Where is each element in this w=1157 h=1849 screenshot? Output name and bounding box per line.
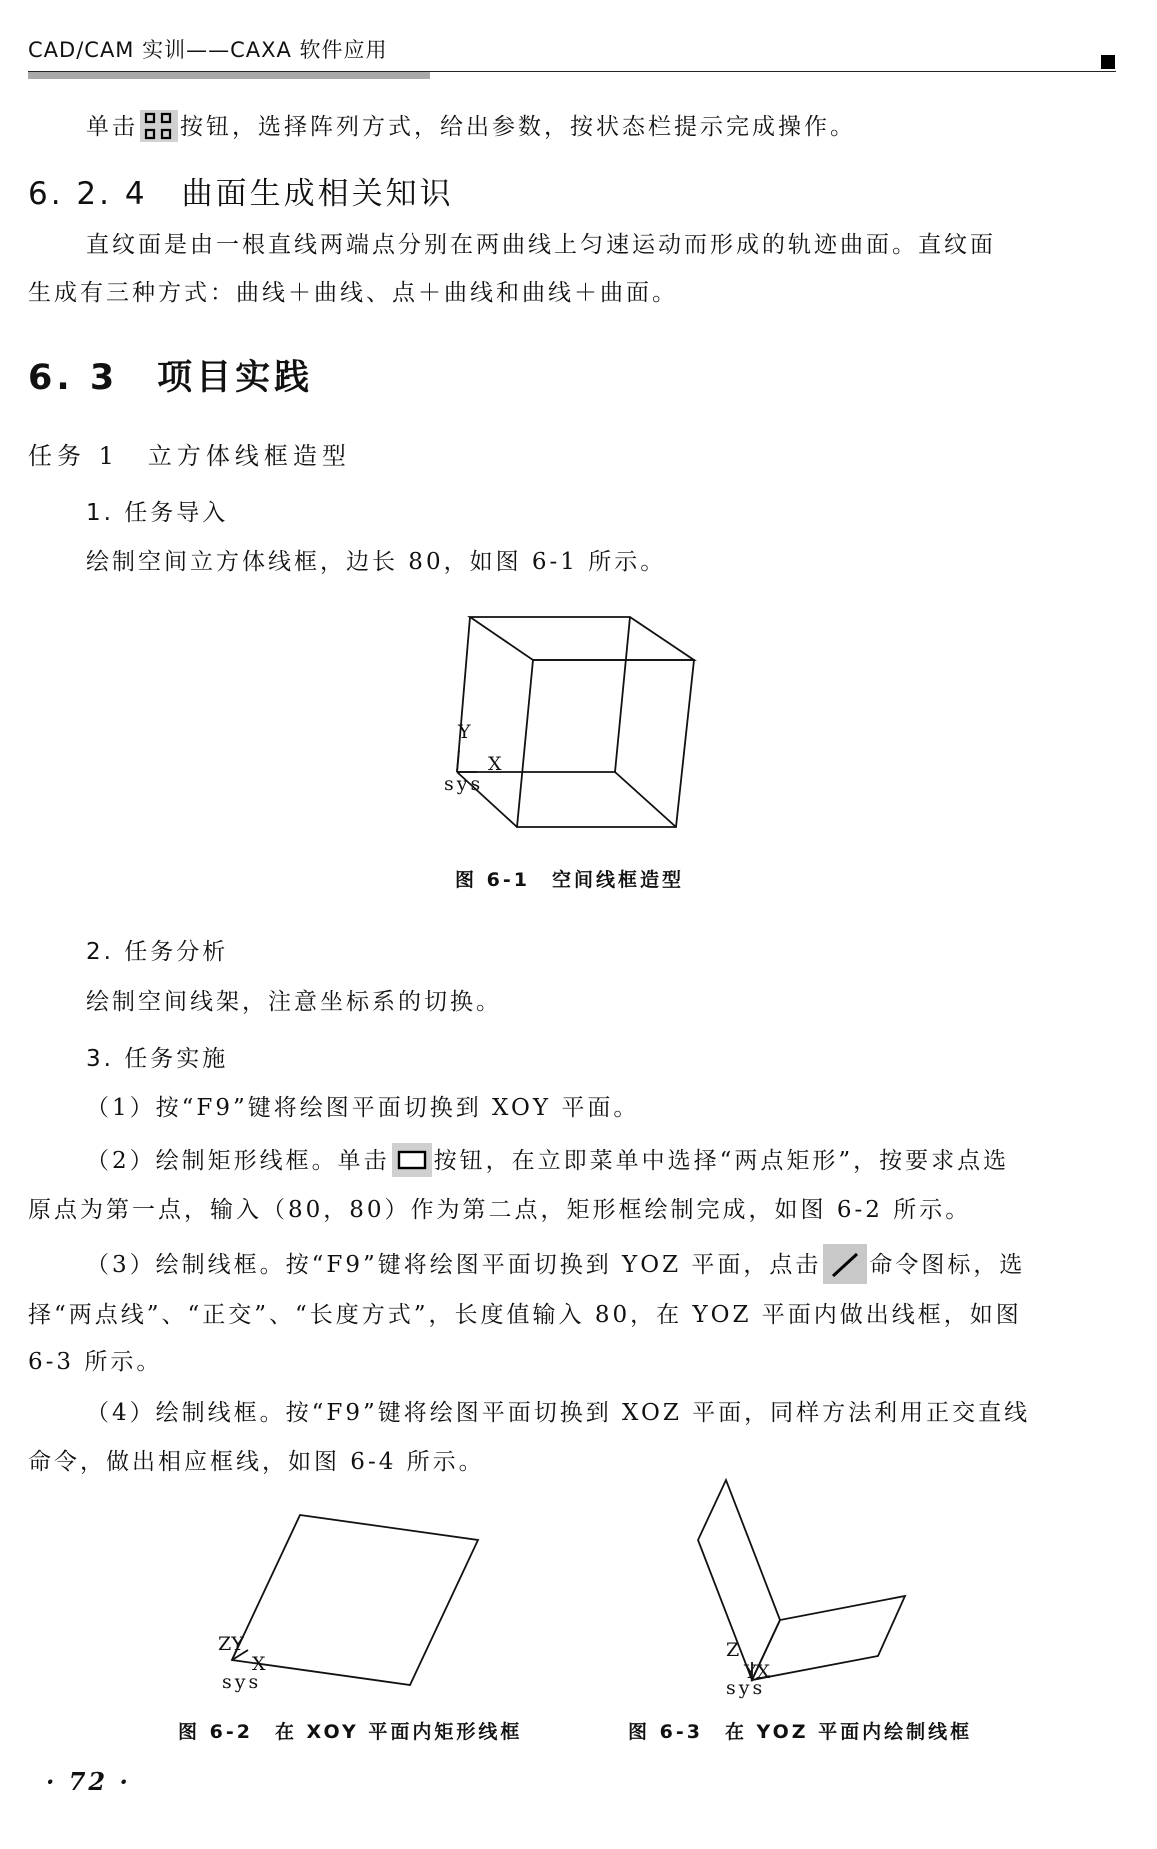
fig3-label-z: Z xyxy=(726,1639,740,1661)
task-import-title: 1. 任务导入 xyxy=(86,500,229,526)
fig3-label-yx: YX xyxy=(744,1661,771,1683)
header-gray-bar xyxy=(28,71,430,79)
task-title: 任务 1 立方体线框造型 xyxy=(28,442,351,470)
intro-paragraph: 单击 按钮，选择阵列方式，给出参数，按状态栏提示完成操作。 xyxy=(86,112,856,144)
figure-6-3-caption: 图 6-3 在 YOZ 平面内绘制线框 xyxy=(628,1721,973,1743)
fig2-label-x: X xyxy=(252,1653,266,1675)
task-impl-title: 3. 任务实施 xyxy=(86,1046,229,1072)
task-analysis-title: 2. 任务分析 xyxy=(86,939,229,965)
figure-6-1-caption: 图 6-1 空间线框造型 xyxy=(455,869,684,891)
fig1-label-sys: sys xyxy=(444,773,484,795)
step-4-line1: （4）绘制线框。按“F9”键将绘图平面切换到 XOZ 平面，同样方法利用正交直线 xyxy=(86,1400,1031,1426)
task-analysis-text: 绘制空间线架，注意坐标系的切换。 xyxy=(86,989,502,1015)
step-2-line1: （2）绘制矩形线框。单击 按钮，在立即菜单中选择“两点矩形”，按要求点选 xyxy=(86,1145,1009,1179)
cube-hidden-edge-2 xyxy=(615,772,676,827)
figure-6-1-cube xyxy=(430,612,710,842)
fig2-label-sys: sys xyxy=(222,1671,262,1693)
fig2-label-zy: ZY xyxy=(218,1633,244,1655)
cube-back-face xyxy=(470,617,694,660)
running-header: CAD/CAM 实训——CAXA 软件应用 xyxy=(28,38,388,62)
cube-axis-y xyxy=(457,750,459,772)
fig3-label-sys: sys xyxy=(726,1677,766,1699)
step-3-line1: （3）绘制线框。按“F9”键将绘图平面切换到 YOZ 平面，点击 命令图标，选 xyxy=(86,1246,1025,1286)
line-icon xyxy=(823,1244,867,1284)
step-2-line2: 原点为第一点，输入（80，80）作为第二点，矩形框绘制完成，如图 6-2 所示。 xyxy=(28,1197,972,1223)
fig1-label-x: X xyxy=(488,753,502,775)
cube-edge-left-top xyxy=(457,617,470,772)
figure-6-2-caption: 图 6-2 在 XOY 平面内矩形线框 xyxy=(178,1721,523,1743)
step-3-line3: 6-3 所示。 xyxy=(28,1349,163,1375)
section-heading-6-3: 6. 3 项目实践 xyxy=(28,358,314,398)
step-3-line2: 择“两点线”、“正交”、“长度方式”，长度值输入 80，在 YOZ 平面内做出线框，如图 xyxy=(28,1302,1022,1328)
step-1: （1）按“F9”键将绘图平面切换到 XOY 平面。 xyxy=(86,1095,640,1121)
fig1-label-y: Y xyxy=(458,721,471,743)
page-number: · 72 · xyxy=(46,1767,131,1796)
figure-6-3-yoz-frame xyxy=(690,1480,930,1699)
cube-hidden-edge-3 xyxy=(615,617,630,772)
array-icon xyxy=(140,110,178,142)
section-624-line2: 生成有三种方式：曲线＋曲线、点＋曲线和曲线＋曲面。 xyxy=(28,280,678,306)
header-square-mark xyxy=(1101,55,1115,69)
cube-front-face xyxy=(517,660,694,827)
rectangle-icon xyxy=(392,1143,432,1177)
section-heading-6-2-4: 6. 2. 4 曲面生成相关知识 xyxy=(28,176,454,212)
section-624-line1: 直纹面是由一根直线两端点分别在两曲线上匀速运动而形成的轨迹曲面。直纹面 xyxy=(86,232,996,258)
xoy-rectangle xyxy=(232,1515,478,1685)
header-rule xyxy=(28,71,1116,72)
figure-6-2-rectangle xyxy=(210,1510,490,1695)
task-import-text: 绘制空间立方体线框，边长 80，如图 6-1 所示。 xyxy=(86,549,667,575)
step-4-line2: 命令，做出相应框线，如图 6-4 所示。 xyxy=(28,1449,485,1475)
